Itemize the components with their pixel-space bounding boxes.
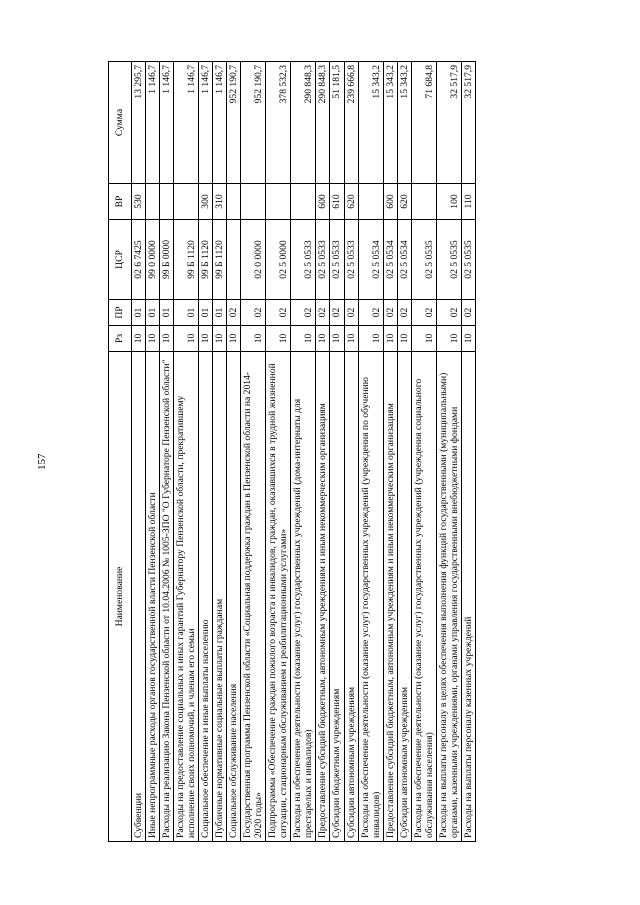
cell-name: Расходы на обеспечение деятельности (оказание услуг) государственных учреждений (дома-интернаты для престарелых и инвалидов) [291, 352, 316, 842]
cell-rz: 10 [436, 326, 461, 352]
cell-sum: 1 146,7 [146, 62, 160, 184]
cell-rz: 10 [383, 326, 397, 352]
cell-pr: 01 [132, 300, 146, 326]
table-row [199, 62, 213, 842]
budget-table [108, 61, 476, 842]
cell-rz: 10 [411, 326, 436, 352]
table-row [397, 62, 411, 842]
cell-csr: 02 5 0000 [266, 220, 291, 300]
cell-csr [227, 220, 241, 300]
cell-sum: 15 343,2 [397, 62, 411, 184]
cell-pr: 01 [199, 300, 213, 326]
page-number: 157 [36, 453, 48, 470]
cell-sum: 32 517,9 [461, 62, 475, 184]
cell-rz: 10 [358, 326, 383, 352]
cell-csr: 02 5 0533 [291, 220, 316, 300]
cell-name: Расходы на выплаты персоналу в целях обеспечения выполнения функций государственными (муниципальными) органами, казенными учреждениями, органами управления государственными внебюджетными фондами [436, 352, 461, 842]
cell-vr [411, 184, 436, 220]
cell-rz: 10 [146, 326, 160, 352]
cell-vr [291, 184, 316, 220]
table-row [316, 62, 330, 842]
cell-csr: 02 5 0534 [358, 220, 383, 300]
cell-csr: 02 5 0535 [436, 220, 461, 300]
header-name: Наименование [109, 352, 132, 842]
cell-csr: 02 5 0534 [383, 220, 397, 300]
cell-name: Социальное обеспечение и иные выплаты населению [199, 352, 213, 842]
table-row [461, 62, 475, 842]
cell-name: Субсидии автономным учреждениям [344, 352, 358, 842]
cell-sum: 378 532,3 [266, 62, 291, 184]
cell-vr: 610 [330, 184, 344, 220]
cell-pr: 01 [213, 300, 227, 326]
cell-csr: 02 5 0535 [411, 220, 436, 300]
cell-csr: 02 0 0000 [241, 220, 266, 300]
cell-vr [160, 184, 174, 220]
cell-pr: 02 [411, 300, 436, 326]
cell-sum: 952 190,7 [241, 62, 266, 184]
cell-pr: 02 [397, 300, 411, 326]
table-row [213, 62, 227, 842]
cell-rz: 10 [241, 326, 266, 352]
cell-rz: 10 [132, 326, 146, 352]
cell-rz: 10 [213, 326, 227, 352]
cell-pr: 01 [160, 300, 174, 326]
table-row [344, 62, 358, 842]
cell-rz: 10 [174, 326, 199, 352]
cell-sum: 51 181,5 [330, 62, 344, 184]
cell-csr: 99 Б 0000 [160, 220, 174, 300]
cell-csr: 99 Б 1120 [199, 220, 213, 300]
cell-name: Предоставление субсидий бюджетным, автономным учреждениям и иным некоммерческим организациям [383, 352, 397, 842]
table-row [160, 62, 174, 842]
header-rz: Рз [109, 326, 132, 352]
table-header-row [109, 62, 132, 842]
cell-name: Расходы на реализацию Закона Пензенской области от 10.04.2006 № 1005-ЗПО "О Губернаторе Пензенской области" [160, 352, 174, 842]
cell-name: Иные непрограммные расходы органов государственной власти Пензенской области [146, 352, 160, 842]
cell-pr: 02 [291, 300, 316, 326]
cell-rz: 10 [461, 326, 475, 352]
cell-name: Субвенции [132, 352, 146, 842]
cell-sum: 1 146,7 [174, 62, 199, 184]
cell-rz: 10 [227, 326, 241, 352]
table-row [132, 62, 146, 842]
cell-rz: 10 [316, 326, 330, 352]
cell-pr: 02 [436, 300, 461, 326]
cell-pr: 02 [330, 300, 344, 326]
cell-sum: 32 517,9 [436, 62, 461, 184]
header-vr: ВР [109, 184, 132, 220]
cell-csr: 99 Б 1120 [213, 220, 227, 300]
cell-vr: 300 [199, 184, 213, 220]
cell-csr: 02 5 0535 [461, 220, 475, 300]
table-row [227, 62, 241, 842]
cell-csr: 02 5 0534 [397, 220, 411, 300]
cell-pr: 02 [358, 300, 383, 326]
cell-pr: 01 [174, 300, 199, 326]
cell-csr: 99 0 0000 [146, 220, 160, 300]
header-pr: ПР [109, 300, 132, 326]
cell-pr: 02 [316, 300, 330, 326]
cell-rz: 10 [266, 326, 291, 352]
cell-pr: 02 [344, 300, 358, 326]
cell-name: Государственная программа Пензенской области «Социальная поддержка граждан в Пензенской области на 2014-2020 годы» [241, 352, 266, 842]
rotated-table-container [108, 62, 568, 842]
cell-name: Субсидии автономным учреждениям [397, 352, 411, 842]
cell-vr [227, 184, 241, 220]
cell-vr [358, 184, 383, 220]
cell-sum: 290 848,3 [316, 62, 330, 184]
cell-vr: 600 [383, 184, 397, 220]
table-row [383, 62, 397, 842]
cell-rz: 10 [344, 326, 358, 352]
cell-name: Подпрограмма «Обеспечение граждан пожилого возраста и инвалидов, граждан, оказавшихся в трудной жизненной ситуации, стационарным обслуживанием и реабилитационными услугами» [266, 352, 291, 842]
cell-pr: 02 [461, 300, 475, 326]
table-row [436, 62, 461, 842]
cell-vr: 620 [397, 184, 411, 220]
header-sum: Сумма [109, 62, 132, 184]
cell-name: Расходы на обеспечение деятельности (оказание услуг) государственных учреждений (учреждения по обучению инвалидов) [358, 352, 383, 842]
cell-name: Публичные нормативные социальные выплаты гражданам [213, 352, 227, 842]
cell-vr: 110 [461, 184, 475, 220]
cell-pr: 02 [383, 300, 397, 326]
cell-vr [241, 184, 266, 220]
cell-sum: 952 190,7 [227, 62, 241, 184]
cell-name: Социальное обслуживание населения [227, 352, 241, 842]
table-row [358, 62, 383, 842]
cell-sum: 290 848,3 [291, 62, 316, 184]
table-row [174, 62, 199, 842]
cell-vr: 310 [213, 184, 227, 220]
cell-name: Расходы на обеспечение деятельности (оказание услуг) государственных учреждений (учреждения социального обслуживания населения) [411, 352, 436, 842]
table-row [330, 62, 344, 842]
table-row [411, 62, 436, 842]
cell-pr: 02 [266, 300, 291, 326]
cell-csr: 02 5 0533 [316, 220, 330, 300]
cell-csr: 02 5 0533 [330, 220, 344, 300]
cell-sum: 239 666,8 [344, 62, 358, 184]
cell-rz: 10 [330, 326, 344, 352]
cell-sum: 1 146,7 [213, 62, 227, 184]
table-row [291, 62, 316, 842]
cell-pr: 01 [146, 300, 160, 326]
cell-vr: 100 [436, 184, 461, 220]
cell-name: Расходы на предоставление социальных и иных гарантий Губернатору Пензенской области, прекратившему исполнение своих полномочий, и членам его семьи [174, 352, 199, 842]
cell-sum: 1 146,7 [199, 62, 213, 184]
table-row [146, 62, 160, 842]
cell-vr: 620 [344, 184, 358, 220]
cell-pr: 02 [227, 300, 241, 326]
cell-name: Расходы на выплаты персоналу казенных учреждений [461, 352, 475, 842]
cell-vr: 600 [316, 184, 330, 220]
cell-csr: 99 Б 1120 [174, 220, 199, 300]
header-csr: ЦСР [109, 220, 132, 300]
cell-name: Субсидии бюджетным учреждениям [330, 352, 344, 842]
table-row [266, 62, 291, 842]
cell-vr [174, 184, 199, 220]
cell-rz: 10 [199, 326, 213, 352]
cell-vr [146, 184, 160, 220]
cell-sum: 13 295,7 [132, 62, 146, 184]
cell-csr: 02 6 7425 [132, 220, 146, 300]
cell-rz: 10 [291, 326, 316, 352]
cell-sum: 71 684,8 [411, 62, 436, 184]
cell-csr: 02 5 0533 [344, 220, 358, 300]
cell-sum: 15 343,2 [383, 62, 397, 184]
cell-vr [266, 184, 291, 220]
cell-rz: 10 [160, 326, 174, 352]
cell-sum: 1 146,7 [160, 62, 174, 184]
cell-vr: 530 [132, 184, 146, 220]
table-row [241, 62, 266, 842]
cell-sum: 15 343,2 [358, 62, 383, 184]
cell-name: Предоставление субсидий бюджетным, автономным учреждениям и иным некоммерческим организациям [316, 352, 330, 842]
cell-rz: 10 [397, 326, 411, 352]
cell-pr: 02 [241, 300, 266, 326]
